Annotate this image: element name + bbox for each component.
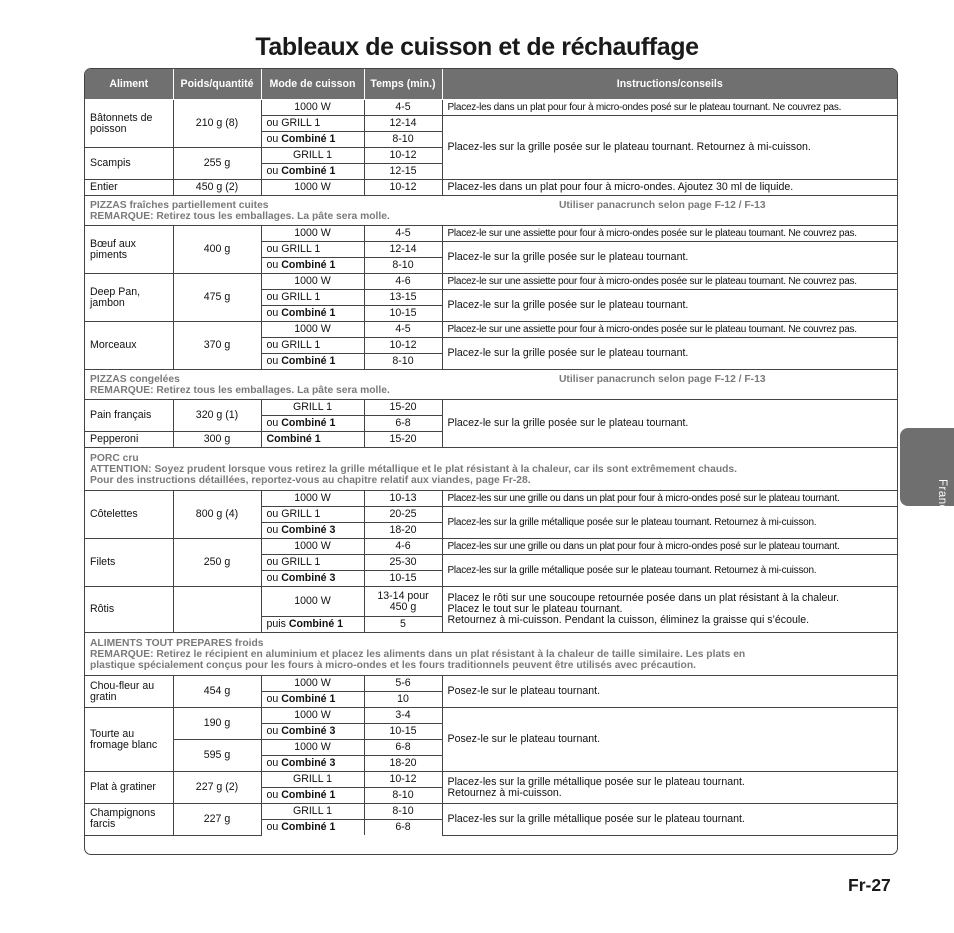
- header-mode: Mode de cuisson: [261, 69, 364, 100]
- mode-cell: puis Combiné 1: [261, 617, 364, 633]
- weight-cell: 210 g (8): [173, 100, 261, 148]
- mode-cell: 1000 W: [261, 322, 364, 338]
- mode-cell: ou Combiné 1: [261, 416, 364, 432]
- mode-cell: 1000 W: [261, 539, 364, 555]
- mode-cell: ou GRILL 1: [261, 338, 364, 354]
- food-cell: Rôtis: [85, 587, 173, 633]
- instruction-cell: Placez-les sur la grille métallique posée sur le plateau tournant. Retournez à mi-cuisson.: [442, 772, 897, 804]
- mode-cell: 1000 W: [261, 708, 364, 724]
- time-cell: 10-12: [364, 180, 442, 196]
- section-row: [85, 633, 897, 676]
- weight-cell: 595 g: [173, 740, 261, 772]
- section-row: [85, 370, 897, 400]
- mode-cell: 1000 W: [261, 740, 364, 756]
- food-cell: Tourte au fromage blanc: [85, 708, 173, 772]
- table-header-row: [85, 69, 897, 100]
- time-cell: 8-10: [364, 788, 442, 804]
- time-cell: 8-10: [364, 804, 442, 820]
- food-cell: Chou-fleur au gratin: [85, 676, 173, 708]
- mode-cell: ou Combiné 1: [261, 820, 364, 836]
- time-cell: 8-10: [364, 354, 442, 370]
- section-note: PIZZAS congelées Utiliser panacrunch selon page F-12 / F-13 REMARQUE: Retirez tous les emballages. La pâte sera molle.: [85, 370, 897, 400]
- time-cell: 8-10: [364, 258, 442, 274]
- mode-cell: 1000 W: [261, 180, 364, 196]
- instruction-cell: Placez-le sur une assiette pour four à micro-ondes posée sur le plateau tournant. Ne couvrez pas.: [442, 322, 897, 338]
- section-note: ALIMENTS TOUT PREPARES froids REMARQUE: Retirez le récipient en aluminium et placez les aliments dans un plat résistant à la chaleur de taille similaire. Les plats en plastique spécialement conçus pour les fours à micro-ondes et les fours traditionnels peuvent être utilisés avec précaution.: [85, 633, 897, 676]
- mode-cell: ou Combiné 3: [261, 724, 364, 740]
- mode-cell: GRILL 1: [261, 400, 364, 416]
- instruction-cell: Placez-le sur la grille posée sur le plateau tournant.: [442, 400, 897, 448]
- section-note: PIZZAS fraîches partiellement cuites Utiliser panacrunch selon page F-12 / F-13 REMARQUE: Retirez tous les emballages. La pâte sera molle.: [85, 196, 897, 226]
- instruction-cell: Placez-les sur la grille métallique posée sur le plateau tournant. Retournez à mi-cuisson.: [442, 555, 897, 587]
- mode-cell: ou Combiné 3: [261, 571, 364, 587]
- mode-cell: Combiné 1: [261, 432, 364, 448]
- instruction-cell: Placez-les sur une grille ou dans un plat pour four à micro-ondes posé sur le plateau tournant.: [442, 539, 897, 555]
- time-cell: 4-5: [364, 322, 442, 338]
- time-cell: 4-5: [364, 226, 442, 242]
- food-cell: Filets: [85, 539, 173, 587]
- weight-cell: 250 g: [173, 539, 261, 587]
- food-cell: Côtelettes: [85, 491, 173, 539]
- language-tab: [900, 428, 954, 528]
- time-cell: 15-20: [364, 432, 442, 448]
- instruction-cell: Placez le rôti sur une soucoupe retournée posée dans un plat résistant à la chaleur. Placez le tout sur le plateau tournant. Retournez à mi-cuisson. Pendant la cuisson, éliminez la graisse qui s’écoule.: [442, 587, 897, 633]
- table-row: [85, 587, 897, 617]
- instruction-cell: Placez-le sur la grille posée sur le plateau tournant.: [442, 290, 897, 322]
- mode-cell: ou GRILL 1: [261, 116, 364, 132]
- food-cell: Bâtonnets de poisson: [85, 100, 173, 148]
- mode-cell: ou GRILL 1: [261, 555, 364, 571]
- food-cell: Plat à gratiner: [85, 772, 173, 804]
- section-note: PORC cru ATTENTION: Soyez prudent lorsque vous retirez la grille métallique et le plat résistant à la chaleur, car ils sont extrêmement chauds. Pour des instructions détaillées, reportez-vous au chapitre relatif aux viandes, page Fr-28.: [85, 448, 897, 491]
- mode-cell: GRILL 1: [261, 148, 364, 164]
- time-cell: 6-8: [364, 820, 442, 836]
- time-cell: 10-15: [364, 724, 442, 740]
- food-cell: Pepperoni: [85, 432, 173, 448]
- instruction-cell: Placez-les sur une grille ou dans un plat pour four à micro-ondes posé sur le plateau tournant.: [442, 491, 897, 507]
- header-poids: Poids/quantité: [173, 69, 261, 100]
- time-cell: 15-20: [364, 400, 442, 416]
- time-cell: 10: [364, 692, 442, 708]
- mode-cell: ou Combiné 1: [261, 258, 364, 274]
- instruction-cell: Placez-le sur la grille posée sur le plateau tournant.: [442, 338, 897, 370]
- instruction-cell: Placez-les sur la grille métallique posée sur le plateau tournant. Retournez à mi-cuisson.: [442, 507, 897, 539]
- time-cell: 4-6: [364, 274, 442, 290]
- mode-cell: 1000 W: [261, 587, 364, 617]
- mode-cell: ou Combiné 1: [261, 306, 364, 322]
- weight-cell: 450 g (2): [173, 180, 261, 196]
- time-cell: 12-14: [364, 242, 442, 258]
- section-row: [85, 448, 897, 491]
- weight-cell: 370 g: [173, 322, 261, 370]
- table-row: [85, 274, 897, 290]
- table-row: [85, 708, 897, 724]
- table-row: [85, 100, 897, 116]
- food-cell: Scampis: [85, 148, 173, 180]
- instruction-cell: Placez-les sur la grille posée sur le plateau tournant. Retournez à mi-cuisson.: [442, 116, 897, 180]
- weight-cell: 475 g: [173, 274, 261, 322]
- weight-cell: [173, 587, 261, 633]
- time-cell: 13-14 pour 450 g: [364, 587, 442, 617]
- weight-cell: 320 g (1): [173, 400, 261, 432]
- instruction-cell: Placez-les dans un plat pour four à micro-ondes posé sur le plateau tournant. Ne couvrez pas.: [442, 100, 897, 116]
- instruction-cell: Posez-le sur le plateau tournant.: [442, 708, 897, 772]
- time-cell: 8-10: [364, 132, 442, 148]
- mode-cell: 1000 W: [261, 274, 364, 290]
- food-cell: Champignons farcis: [85, 804, 173, 836]
- mode-cell: ou Combiné 1: [261, 132, 364, 148]
- section-row: [85, 196, 897, 226]
- food-cell: Entier: [85, 180, 173, 196]
- mode-cell: ou Combiné 1: [261, 164, 364, 180]
- food-cell: Bœuf aux piments: [85, 226, 173, 274]
- instruction-cell: Placez-le sur une assiette pour four à micro-ondes posée sur le plateau tournant. Ne couvrez pas.: [442, 226, 897, 242]
- table-row: [85, 539, 897, 555]
- time-cell: 5-6: [364, 676, 442, 692]
- header-instructions: Instructions/conseils: [442, 69, 897, 100]
- weight-cell: 800 g (4): [173, 491, 261, 539]
- weight-cell: 400 g: [173, 226, 261, 274]
- time-cell: 12-15: [364, 164, 442, 180]
- mode-cell: ou Combiné 1: [261, 788, 364, 804]
- page-title: Tableaux de cuisson et de réchauffage: [255, 33, 699, 61]
- header-temps: Temps (min.): [364, 69, 442, 100]
- time-cell: 10-12: [364, 772, 442, 788]
- food-cell: Pain français: [85, 400, 173, 432]
- mode-cell: 1000 W: [261, 676, 364, 692]
- weight-cell: 190 g: [173, 708, 261, 740]
- time-cell: 4-5: [364, 100, 442, 116]
- time-cell: 10-13: [364, 491, 442, 507]
- header-aliment: Aliment: [85, 69, 173, 100]
- instruction-cell: Placez-le sur la grille posée sur le plateau tournant.: [442, 242, 897, 274]
- mode-cell: 1000 W: [261, 491, 364, 507]
- weight-cell: 300 g: [173, 432, 261, 448]
- table-row: [85, 676, 897, 692]
- time-cell: 10-15: [364, 306, 442, 322]
- weight-cell: 255 g: [173, 148, 261, 180]
- instruction-cell: Placez-les dans un plat pour four à micro-ondes. Ajoutez 30 ml de liquide.: [442, 180, 897, 196]
- time-cell: 10-15: [364, 571, 442, 587]
- mode-cell: ou Combiné 1: [261, 354, 364, 370]
- mode-cell: 1000 W: [261, 226, 364, 242]
- time-cell: 10-12: [364, 148, 442, 164]
- weight-cell: 454 g: [173, 676, 261, 708]
- time-cell: 6-8: [364, 740, 442, 756]
- instruction-cell: Placez-le sur une assiette pour four à micro-ondes posée sur le plateau tournant. Ne couvrez pas.: [442, 274, 897, 290]
- time-cell: 25-30: [364, 555, 442, 571]
- weight-cell: 227 g: [173, 804, 261, 836]
- time-cell: 12-14: [364, 116, 442, 132]
- table-row: [85, 322, 897, 338]
- mode-cell: ou GRILL 1: [261, 507, 364, 523]
- cooking-table-frame: [84, 68, 898, 855]
- table-row: [85, 180, 897, 196]
- page-number: Fr-27: [848, 875, 891, 895]
- mode-cell: 1000 W: [261, 100, 364, 116]
- instruction-cell: Placez-les sur la grille métallique posée sur le plateau tournant.: [442, 804, 897, 836]
- food-cell: Deep Pan, jambon: [85, 274, 173, 322]
- time-cell: 6-8: [364, 416, 442, 432]
- table-row: [85, 226, 897, 242]
- table-row: [85, 491, 897, 507]
- time-cell: 18-20: [364, 756, 442, 772]
- mode-cell: GRILL 1: [261, 804, 364, 820]
- table-row: [85, 400, 897, 416]
- time-cell: 18-20: [364, 523, 442, 539]
- time-cell: 13-15: [364, 290, 442, 306]
- time-cell: 4-6: [364, 539, 442, 555]
- food-cell: Morceaux: [85, 322, 173, 370]
- mode-cell: ou Combiné 3: [261, 756, 364, 772]
- time-cell: 5: [364, 617, 442, 633]
- mode-cell: ou Combiné 3: [261, 523, 364, 539]
- time-cell: 10-12: [364, 338, 442, 354]
- time-cell: 3-4: [364, 708, 442, 724]
- table-row: [85, 804, 897, 820]
- table-row: [85, 772, 897, 788]
- weight-cell: 227 g (2): [173, 772, 261, 804]
- mode-cell: ou Combiné 1: [261, 692, 364, 708]
- language-tab-label: Français: [936, 479, 948, 528]
- mode-cell: ou GRILL 1: [261, 242, 364, 258]
- time-cell: 20-25: [364, 507, 442, 523]
- mode-cell: GRILL 1: [261, 772, 364, 788]
- instruction-cell: Posez-le sur le plateau tournant.: [442, 676, 897, 708]
- cooking-table: [85, 69, 897, 836]
- mode-cell: ou GRILL 1: [261, 290, 364, 306]
